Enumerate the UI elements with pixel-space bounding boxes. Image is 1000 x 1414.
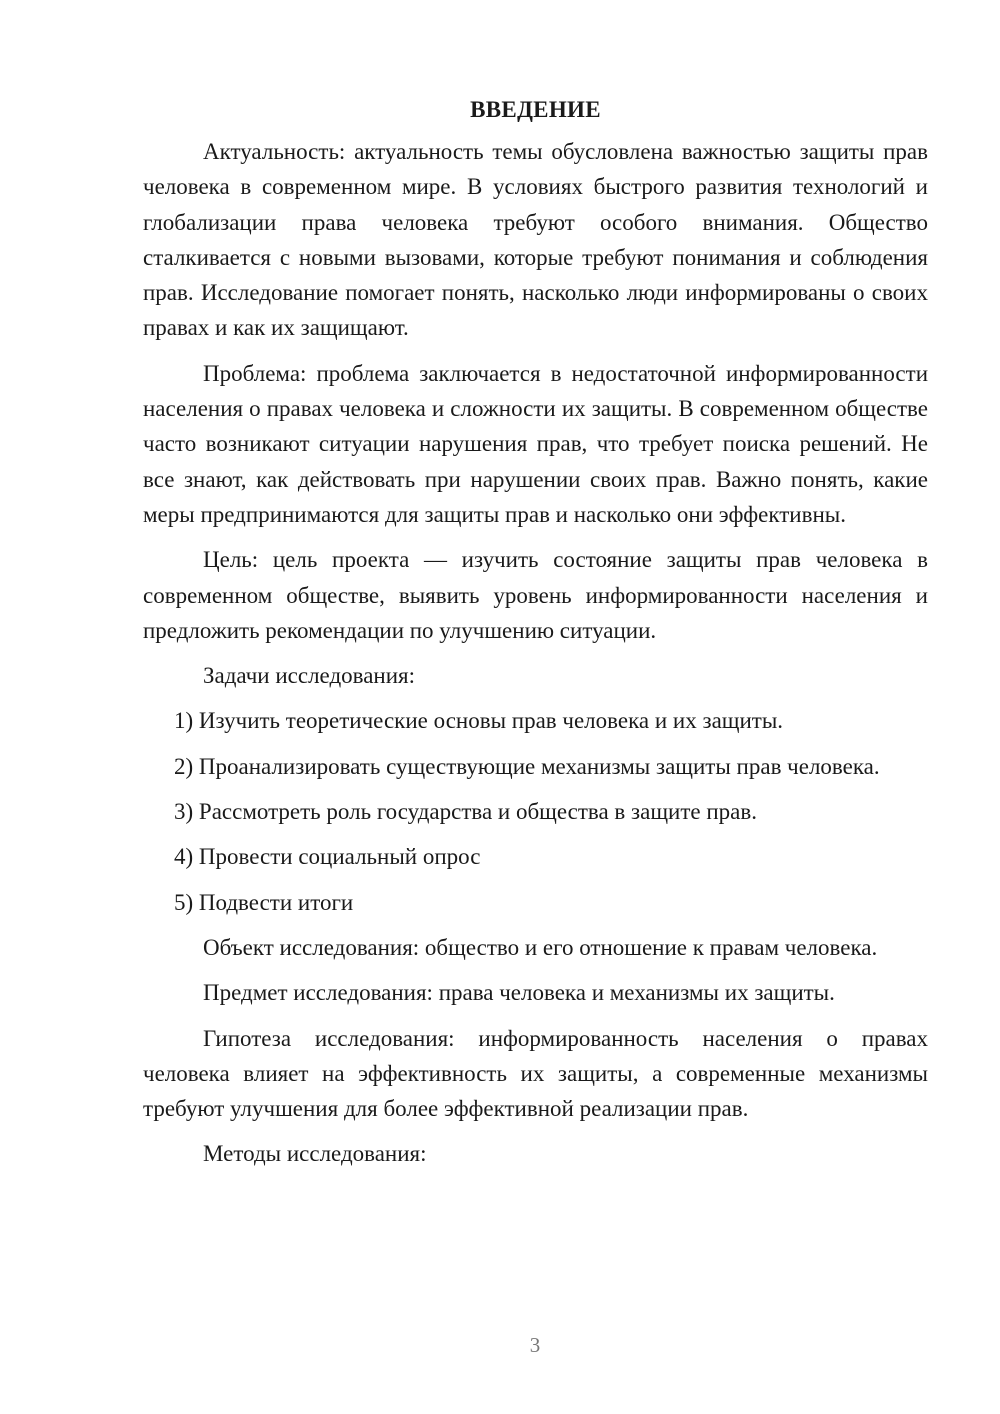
- paragraph-goal: Цель: цель проекта — изучить состояние защиты прав человека в современном обществе, выявить уровень информированности населения и предложить рекомендации по улучшению ситуации.: [143, 547, 928, 643]
- section-heading: ВВЕДЕНИЕ: [470, 97, 601, 122]
- paragraph-subject: Предмет исследования: права человека и механизмы их защиты.: [203, 980, 835, 1006]
- list-item: 2) Проанализировать существующие механизмы защиты прав человека.: [174, 753, 880, 779]
- paragraph-tasks-intro: Задачи исследования:: [203, 663, 416, 689]
- paragraph-problem: Проблема: проблема заключается в недостаточной информированности населения о правах человека и сложности их защиты. В современном обществе часто возникают ситуации нарушения прав, что требует поиска решений. Не все знают, как действовать при нарушении своих прав. Важно понять, какие меры предпринимаются для защиты прав и насколько они эффективны.: [143, 360, 928, 527]
- list-item: 5) Подвести итоги: [174, 889, 354, 915]
- list-item: 1) Изучить теоретические основы прав человека и их защиты.: [174, 708, 784, 734]
- list-item: 3) Рассмотреть роль государства и общества в защите прав.: [174, 799, 757, 825]
- paragraph-object: Объект исследования: общество и его отношение к правам человека.: [203, 934, 878, 960]
- paragraph-methods: Методы исследования:: [203, 1141, 427, 1167]
- document-page: [143, 92, 928, 1182]
- list-item: 4) Провести социальный опрос: [174, 844, 481, 870]
- paragraph-hypothesis: Гипотеза исследования: информированность населения о правах человека влияет на эффективность их защиты, а современные механизмы требуют улучшения для более эффективной реализации прав.: [143, 1025, 928, 1122]
- page-number: 3: [529, 1333, 541, 1357]
- paragraph-relevance: Актуальность: актуальность темы обусловлена важностью защиты прав человека в современном мире. В условиях быстрого развития технологий и глобализации права человека требуют особого внимания. Общество сталкивается с новыми вызовами, которые требуют понимания и соблюдения прав. Исследование помогает понять, насколько люди информированы о своих правах и как их защищают.: [143, 139, 928, 341]
